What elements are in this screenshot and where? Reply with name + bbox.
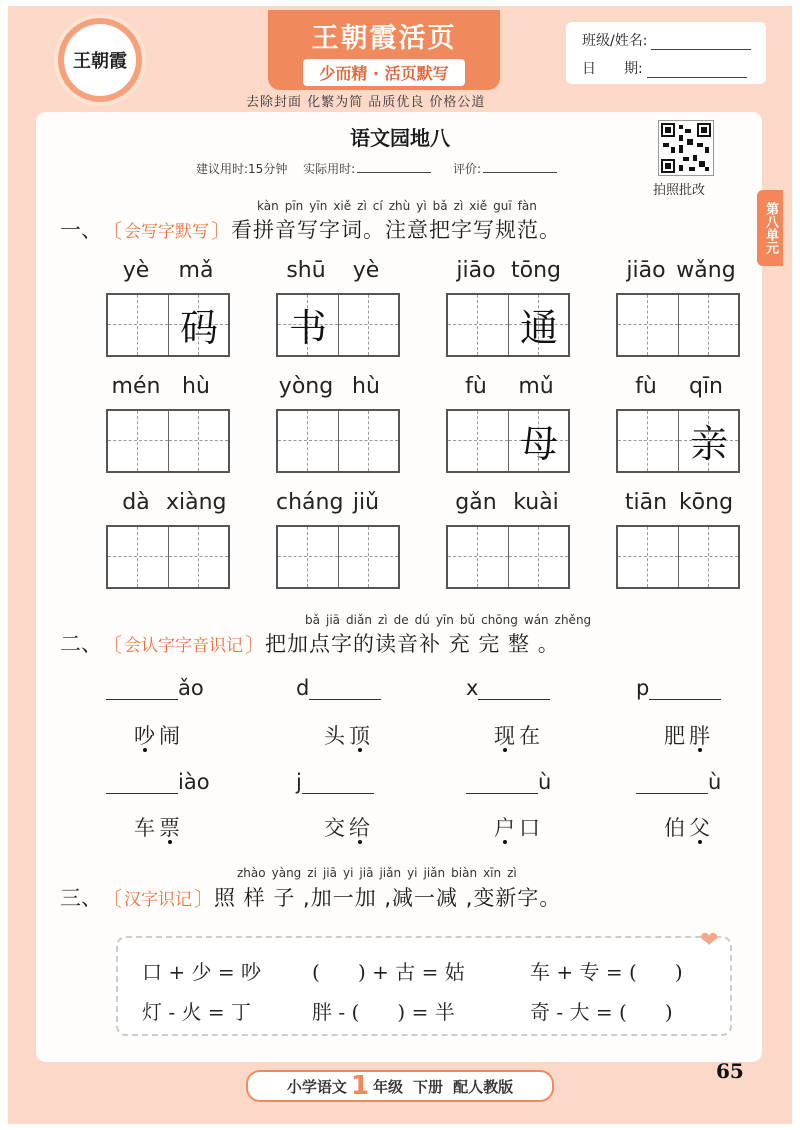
pinyin-prefix: d [296, 676, 310, 700]
ruby-syllable: guī [493, 199, 512, 213]
pinyin-label [613, 258, 739, 283]
tian-cell[interactable] [448, 527, 508, 587]
section1-ruby [257, 199, 543, 213]
pinyin-label [443, 374, 569, 399]
tian-grid-box[interactable] [616, 409, 740, 473]
tian-cell[interactable] [618, 527, 678, 587]
tian-cell[interactable] [338, 527, 398, 587]
tian-cell[interactable] [448, 295, 508, 355]
timing-line [196, 160, 575, 177]
ruby-syllable: zì [453, 199, 464, 213]
section1-tag: 会写字默写 [124, 221, 209, 242]
dotted-word: 肥胖 [664, 724, 714, 748]
tian-cell[interactable] [278, 527, 338, 587]
tian-cell[interactable] [508, 295, 568, 355]
ruby-syllable: zì [377, 613, 388, 627]
equation[interactable]: 奇 - 大 = ( ) [530, 1000, 673, 1024]
written-character: 通 [519, 306, 558, 350]
ruby-syllable: jiǎn [423, 866, 446, 880]
tian-grid-box[interactable] [106, 409, 230, 473]
ruby-syllable: xīn [483, 866, 502, 880]
ruby-syllable: kàn [257, 199, 279, 213]
dotted-word: 现在 [494, 724, 544, 748]
tian-cell[interactable] [108, 411, 168, 471]
section2-tag: 会认字字音识记 [124, 635, 243, 656]
pinyin-label [613, 374, 739, 399]
banner-subtitle: 少而精 · 活页默写 [303, 59, 464, 86]
tian-cell[interactable] [618, 295, 678, 355]
pinyin-suffix: ù [708, 770, 722, 794]
pinyin-syllable: mǔ [518, 374, 554, 399]
unit-side-tab: 第八单元 [757, 190, 783, 266]
class-name-line[interactable] [651, 35, 751, 50]
pinyin-prefix: j [296, 770, 302, 794]
tian-cell[interactable] [678, 295, 738, 355]
pinyin-syllable: cháng [276, 490, 344, 515]
section2-number: 二、 [60, 632, 102, 656]
pinyin-blank[interactable] [636, 676, 721, 700]
pinyin-suffix: ǎo [178, 676, 204, 700]
pinyin-syllable: tiān [624, 490, 668, 515]
pinyin-syllable: mén [111, 374, 161, 399]
footer-term: 下册 [413, 1077, 444, 1096]
answer-underline[interactable] [106, 679, 178, 700]
tian-cell[interactable] [338, 295, 398, 355]
pinyin-syllable: jiāo [456, 258, 496, 283]
pinyin-blank[interactable] [106, 770, 210, 794]
tian-grid-box[interactable] [616, 293, 740, 357]
pinyin-blank[interactable] [296, 770, 374, 794]
pinyin-blank[interactable] [106, 676, 204, 700]
dotted-word: 户口 [494, 816, 544, 840]
emphasis-dot [698, 748, 702, 752]
slogan: 去除封面 化繁为简 品质优良 价格公道 [246, 95, 486, 110]
tian-grid-box[interactable] [446, 525, 570, 589]
ruby-syllable: wán [523, 613, 549, 627]
tian-grid-box[interactable] [446, 293, 570, 357]
written-character: 母 [519, 422, 558, 466]
dotted-word: 吵闹 [134, 724, 184, 748]
tian-grid-box[interactable] [446, 409, 570, 473]
pinyin-syllable: yè [122, 258, 150, 283]
section1-instruction: 看拼音写字词。注意把字写规范。 [231, 218, 561, 242]
ruby-syllable: zì [357, 199, 367, 213]
tian-cell[interactable] [678, 527, 738, 587]
pinyin-prefix: x [466, 676, 479, 700]
tian-cell[interactable] [338, 411, 398, 471]
pinyin-syllable: yè [352, 258, 380, 283]
ruby-syllable: dú [414, 613, 430, 627]
winged-heart-icon: ❤ [700, 928, 719, 953]
pinyin-syllable: jiāo [626, 258, 666, 283]
pinyin-syllable: kuài [513, 490, 559, 515]
dotted-word: 车票 [134, 816, 184, 840]
ruby-syllable: bǔ [459, 613, 476, 627]
answer-underline[interactable] [302, 773, 374, 794]
section3-heading: 三、 〔 汉字识记 〕 照 样 子 ,加一加 ,减一减 ,变新字。 [60, 882, 561, 912]
section2-ruby [305, 613, 597, 627]
section3-instruction: 照 样 子 ,加一加 ,减一减 ,变新字。 [214, 886, 562, 910]
equation: 灯 - 火 = 丁 [142, 1000, 251, 1024]
emphasis-dot [358, 748, 362, 752]
pinyin-label [273, 374, 399, 399]
section3-ruby [237, 866, 523, 880]
ruby-syllable: yīn [309, 199, 328, 213]
ruby-syllable: zì [507, 866, 517, 880]
ruby-syllable: zhù [388, 199, 411, 213]
date-line[interactable] [647, 63, 747, 78]
tian-grid-box[interactable] [276, 409, 400, 473]
ruby-syllable: yàng [271, 866, 302, 880]
footer-grade-number: 1 [350, 1071, 370, 1101]
tian-cell[interactable] [508, 411, 568, 471]
tian-cell[interactable] [108, 295, 168, 355]
footer-subject: 小学语文 [286, 1077, 347, 1096]
section3-tag: 汉字识记 [124, 889, 192, 910]
pinyin-blank[interactable] [636, 770, 721, 794]
pinyin-syllable: dà [122, 490, 150, 515]
answer-underline[interactable] [309, 679, 381, 700]
footer-edition: 配人教版 [453, 1077, 514, 1096]
rating-label: 评价: [453, 162, 482, 176]
pinyin-syllable: xiàng [166, 490, 227, 515]
ruby-syllable: jiā [322, 866, 337, 880]
ruby-syllable: zi [307, 866, 317, 880]
pinyin-blank[interactable] [466, 770, 551, 794]
pinyin-blank[interactable] [296, 676, 381, 700]
pinyin-syllable: jiǔ [352, 490, 380, 515]
equation-box [116, 936, 732, 1036]
class-name-label: 班级/姓名: [582, 33, 648, 49]
tian-cell[interactable] [168, 295, 228, 355]
pinyin-label [443, 258, 569, 283]
ruby-syllable: zhěng [554, 613, 592, 627]
pinyin-prefix: p [636, 676, 650, 700]
tian-cell[interactable] [618, 411, 678, 471]
ruby-syllable: yì [416, 199, 427, 213]
section1-heading: 一、 〔 会写字默写 〕 看拼音写字词。注意把字写规范。 [60, 214, 561, 244]
tian-cell[interactable] [168, 411, 228, 471]
tian-cell[interactable] [508, 527, 568, 587]
emphasis-dot [503, 840, 507, 844]
class-name-field[interactable] [582, 30, 751, 50]
ruby-syllable: pīn [284, 199, 304, 213]
page-title: 语文园地八 [350, 126, 450, 150]
ruby-syllable: cí [372, 199, 383, 213]
written-character: 书 [288, 306, 327, 350]
tian-cell[interactable] [278, 411, 338, 471]
section2-heading: 二、 〔 会认字字音识记 〕 把加点字的读音补 充 完 整 。 [60, 628, 560, 658]
footer-badge [246, 1070, 554, 1102]
pinyin-suffix: iào [178, 770, 210, 794]
ruby-syllable: zhào [237, 866, 266, 880]
dotted-word: 交给 [324, 816, 374, 840]
rating-blank[interactable] [483, 162, 557, 173]
answer-underline[interactable] [478, 679, 550, 700]
tian-grid-box[interactable] [106, 525, 230, 589]
pinyin-syllable: fù [465, 374, 487, 399]
written-character: 码 [179, 306, 218, 350]
ruby-syllable: bǎ [305, 613, 320, 627]
tian-grid-box[interactable] [276, 293, 400, 357]
answer-underline[interactable] [466, 773, 538, 794]
pinyin-label [103, 490, 229, 515]
pinyin-label [273, 490, 399, 515]
pinyin-suffix: ù [538, 770, 552, 794]
ruby-syllable: jiǎn [379, 866, 402, 880]
pinyin-label [443, 490, 569, 515]
pinyin-syllable: qīn [688, 374, 724, 399]
pinyin-label [103, 374, 229, 399]
tian-cell[interactable] [278, 295, 338, 355]
ruby-syllable: jiā [359, 866, 374, 880]
ruby-syllable: yi [342, 866, 354, 880]
section3-number: 三、 [60, 886, 102, 910]
pinyin-syllable: hù [182, 374, 210, 399]
tian-cell[interactable] [168, 527, 228, 587]
ruby-syllable: bǎ [432, 199, 448, 213]
equation[interactable]: 胖 - ( ) = 半 [312, 1000, 455, 1024]
tian-grid-box[interactable] [616, 525, 740, 589]
pinyin-label [103, 258, 229, 283]
tian-cell[interactable] [448, 411, 508, 471]
emphasis-dot [168, 840, 172, 844]
qr-label: 拍照批改 [653, 183, 706, 198]
actual-time-blank[interactable] [357, 162, 431, 173]
footer-grade-word: 年级 [373, 1077, 404, 1096]
equation: 口 + 少 = 吵 [142, 960, 261, 984]
brand-banner [268, 10, 500, 90]
answer-underline[interactable] [106, 773, 178, 794]
pinyin-syllable: wǎng [676, 258, 736, 283]
pinyin-syllable: kōng [678, 490, 734, 515]
pinyin-syllable: tōng [511, 258, 561, 283]
pinyin-label [613, 490, 739, 515]
ruby-syllable: diǎn [346, 613, 372, 627]
emphasis-dot [698, 840, 702, 844]
suggested-time: 建议用时:15分钟 [196, 162, 288, 176]
pinyin-syllable: mǎ [178, 258, 214, 283]
dotted-word: 头顶 [324, 724, 374, 748]
pinyin-syllable: fù [635, 374, 657, 399]
ruby-syllable: biàn [451, 866, 478, 880]
emphasis-dot [503, 748, 507, 752]
tian-cell[interactable] [108, 527, 168, 587]
banner-title: 王朝霞活页 [311, 23, 457, 54]
logo-text: 王朝霞 [73, 51, 127, 72]
student-info-box [566, 22, 766, 84]
ruby-syllable: yi [407, 866, 418, 880]
answer-underline[interactable] [636, 773, 708, 794]
tian-cell[interactable] [678, 411, 738, 471]
pinyin-label [273, 258, 399, 283]
tian-grid-box[interactable] [276, 525, 400, 589]
pinyin-syllable: hù [352, 374, 380, 399]
answer-underline[interactable] [649, 679, 721, 700]
ruby-syllable: de [393, 613, 409, 627]
emphasis-dot [143, 748, 147, 752]
ruby-syllable: fàn [517, 199, 537, 213]
page-number: 65 [716, 1059, 744, 1083]
date-label: 日 期: [582, 61, 643, 77]
dotted-word: 伯父 [664, 816, 714, 840]
pinyin-syllable: yòng [278, 374, 334, 399]
section1-number: 一、 [60, 218, 102, 242]
brand-logo [58, 18, 142, 102]
emphasis-dot [358, 840, 362, 844]
pinyin-blank[interactable] [466, 676, 550, 700]
ruby-syllable: chōng [481, 613, 518, 627]
tian-grid-box[interactable] [106, 293, 230, 357]
equation[interactable]: 车 + 专 = ( ) [530, 960, 683, 984]
ruby-syllable: xiě [469, 199, 488, 213]
pinyin-syllable: gǎn [455, 490, 497, 515]
ruby-syllable: yīn [435, 613, 454, 627]
section2-instruction: 把加点字的读音补 充 完 整 。 [265, 632, 560, 656]
written-character: 亲 [689, 422, 728, 466]
date-field[interactable] [582, 58, 747, 78]
equation[interactable]: ( ) + 古 = 姑 [312, 960, 465, 984]
ruby-syllable: jiā [325, 613, 341, 627]
ruby-syllable: xiě [333, 199, 352, 213]
actual-time-label: 实际用时: [303, 162, 356, 176]
pinyin-syllable: shū [286, 258, 326, 283]
